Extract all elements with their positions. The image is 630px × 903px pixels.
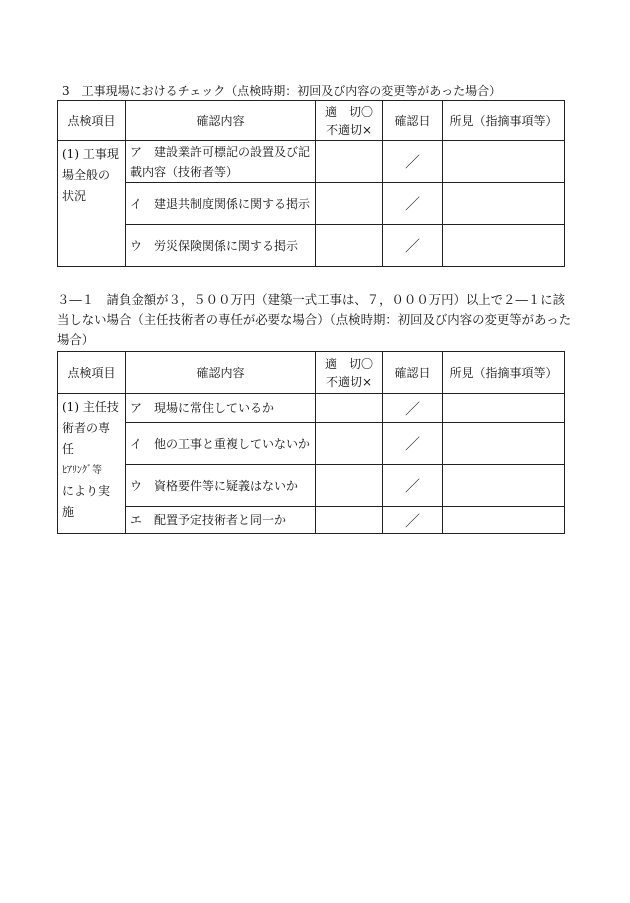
section-3-title: 3 工事現場におけるチェック（点検時期：初回及び内容の変更等があった場合） [62, 84, 502, 98]
check-content: ア 建設業許可標記の設置及び記載内容（技術者等） [126, 141, 316, 183]
notes-cell[interactable] [443, 423, 565, 465]
check-item-label-method: ﾋｱﾘﾝｸﾞ等 [62, 465, 102, 476]
date-cell[interactable]: ／ [383, 465, 443, 507]
date-cell[interactable]: ／ [383, 394, 443, 423]
date-cell[interactable]: ／ [383, 507, 443, 534]
date-cell[interactable]: ／ [383, 225, 443, 267]
judge-cell[interactable] [316, 465, 383, 507]
header-judge-line2: 不適切× [325, 122, 373, 137]
table-row [58, 183, 565, 225]
check-content: イ 建退共制度関係に関する掲示 [126, 183, 316, 225]
date-cell[interactable]: ／ [383, 183, 443, 225]
notes-cell[interactable] [443, 394, 565, 423]
table-header-row [58, 352, 565, 394]
header-item: 点検項目 [58, 101, 126, 141]
table-row [58, 465, 565, 507]
check-item-label [58, 394, 126, 534]
table-row [58, 423, 565, 465]
header-content: 確認内容 [126, 352, 316, 394]
check-content: ウ 資格要件等に疑義はないか [126, 465, 316, 507]
check-content: エ 配置予定技術者と同一か [126, 507, 316, 534]
table-header-row [58, 101, 565, 141]
check-item-label-suffix: により実施 [62, 484, 111, 519]
notes-cell[interactable] [443, 465, 565, 507]
section-3-1-table [57, 351, 565, 534]
header-judge-line1: 適 切〇 [324, 104, 373, 119]
notes-cell[interactable] [443, 141, 565, 183]
header-content: 確認内容 [126, 101, 316, 141]
header-judge [316, 352, 383, 394]
section-3-table [57, 100, 565, 267]
judge-cell[interactable] [316, 141, 383, 183]
header-date: 確認日 [383, 101, 443, 141]
judge-cell[interactable] [316, 507, 383, 534]
table-row [58, 507, 565, 534]
notes-cell[interactable] [443, 183, 565, 225]
section-3-1-title: ３―１ 請負金額が３，５００万円（建築一式工事は、７，０００万円）以上で２―１に該当しない場合（主任技術者の専任が必要な場合）（点検時期：初回及び内容の変更等があった場合） [57, 292, 572, 347]
header-item: 点検項目 [58, 352, 126, 394]
check-content: イ 他の工事と重複していないか [126, 423, 316, 465]
date-cell[interactable]: ／ [383, 423, 443, 465]
notes-cell[interactable] [443, 507, 565, 534]
check-content: ウ 労災保険関係に関する掲示 [126, 225, 316, 267]
judge-cell[interactable] [316, 225, 383, 267]
header-notes: 所見（指摘事項等） [443, 101, 565, 141]
check-item-label-main: (1) 主任技術者の専任 [62, 400, 119, 456]
date-cell[interactable]: ／ [383, 141, 443, 183]
header-judge-line1: 適 切〇 [324, 356, 373, 371]
header-judge-line2: 不適切× [325, 374, 373, 389]
table-row [58, 394, 565, 423]
header-judge [316, 101, 383, 141]
judge-cell[interactable] [316, 423, 383, 465]
notes-cell[interactable] [443, 225, 565, 267]
check-item-label: (1) 工事現場全般の状況 [58, 141, 126, 267]
judge-cell[interactable] [316, 394, 383, 423]
table-row [58, 141, 565, 183]
check-content: ア 現場に常住しているか [126, 394, 316, 423]
header-date: 確認日 [383, 352, 443, 394]
header-notes: 所見（指摘事項等） [443, 352, 565, 394]
table-row [58, 225, 565, 267]
judge-cell[interactable] [316, 183, 383, 225]
